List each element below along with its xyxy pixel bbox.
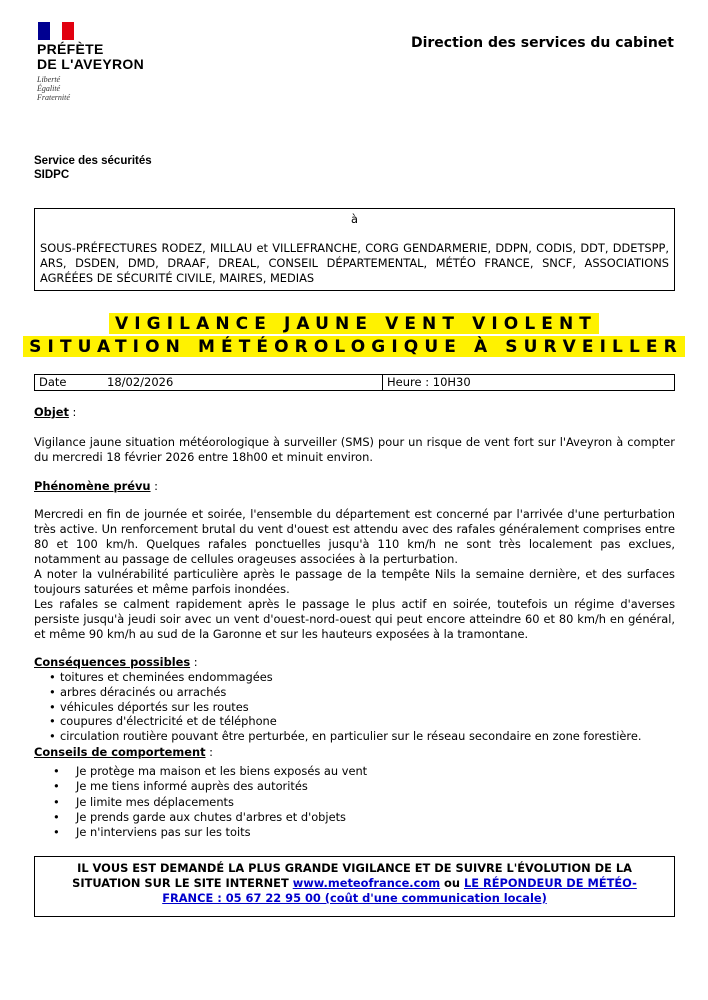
vigilance-title-text2: SITUATION MÉTÉOROLOGIQUE À SURVEILLER — [23, 336, 685, 357]
date-table — [34, 374, 675, 391]
bullet-icon: • — [53, 825, 60, 840]
vigilance-title-line2 — [0, 336, 708, 358]
motto-egalite: Égalité — [37, 84, 61, 93]
meteofrance-link[interactable]: www.meteofrance.com — [292, 876, 441, 890]
logo-motto — [37, 75, 167, 102]
bullet-icon: • — [53, 764, 60, 778]
logo-title-line2: DE L'AVEYRON — [37, 56, 145, 72]
objet-text: Vigilance jaune situation météorologique à surveiller (SMS) pour un risque de vent fort sur l'Aveyron à compter du mercredi 18 février 2026 entre 18h00 et minuit environ. — [34, 435, 675, 464]
motto-liberte: Liberté — [37, 75, 61, 84]
prefecture-logo — [37, 22, 167, 102]
footer-text-1: IL VOUS EST DEMANDÉ LA PLUS GRANDE VIGILANCE ET DE SUIVRE L'ÉVOLUTION DE LA SITUATION SUR LE SITE INTERNET — [72, 861, 632, 890]
list-item-text: Je n'interviens pas sur les toits — [76, 825, 251, 840]
phenomene-paragraph-3: Les rafales se calment rapidement après le passage le plus actif en soirée, toutefois un régime d'averses persiste jusqu'à jeudi soir avec un vent d'ouest-nord-ouest qui peut encore atteindre 60 et 80 km/h en général, et même 90 km/h au sud de la Garonne et sur les hauteurs exposées à la tramontane. — [34, 597, 675, 641]
list-item-text: Je prends garde aux chutes d'arbres et d'objets — [76, 809, 346, 824]
phenomene-paragraph-1: Mercredi en fin de journée et soirée, l'ensemble du département est concerné par l'arrivée d'une perturbation très active. Un renforcement brutal du vent d'ouest est attendu avec des rafales généralement comprises entre 80 et 100 km/h. Quelques rafales ponctuelles jusqu'à 110 km/h ne sont très localement pas exclues, notamment au passage de cellules orageuses associées à la perturbation. — [34, 507, 675, 566]
list-item — [34, 810, 675, 825]
consequences-list — [34, 670, 675, 744]
consequences-colon: : — [190, 655, 198, 669]
conseils-colon: : — [205, 745, 214, 759]
bullet-icon: • — [53, 794, 60, 809]
list-item — [34, 825, 675, 840]
logo-title-line1: PRÉFÈTE — [37, 41, 104, 57]
date-table-divider — [382, 375, 383, 390]
phenomene-heading — [34, 479, 675, 494]
direction-heading: Direction des services du cabinet — [410, 35, 674, 51]
time-value: Heure : 10H30 — [387, 375, 471, 389]
list-item-text: Je me tiens informé auprès des autorités — [76, 779, 308, 794]
footer-notice-box — [34, 856, 675, 917]
bullet-icon: • — [49, 714, 56, 729]
list-item — [34, 729, 675, 744]
bullet-icon: • — [49, 699, 56, 714]
list-item — [34, 764, 675, 779]
conseils-label: Conseils de comportement — [34, 745, 206, 759]
list-item-text: arbres déracinés ou arrachés — [60, 684, 227, 699]
recipients-box — [34, 208, 675, 291]
list-item — [34, 714, 675, 729]
conseils-heading — [34, 745, 675, 760]
service-block — [34, 154, 152, 182]
date-value: 18/02/2026 — [107, 375, 174, 389]
bullet-icon: • — [53, 809, 60, 824]
vigilance-title-line1 — [0, 313, 708, 335]
bullet-icon: • — [49, 729, 56, 744]
recipients-to: à — [351, 212, 358, 226]
bullet-icon: • — [49, 670, 56, 684]
bullet-icon: • — [53, 779, 60, 794]
phenomene-paragraph-2: A noter la vulnérabilité particulière après le passage de la tempête Nils la semaine dernière, et des surfaces toujours saturées et même parfois inondées. — [34, 567, 675, 596]
list-item — [34, 685, 675, 700]
vigilance-title-text1: VIGILANCE JAUNE VENT VIOLENT — [109, 313, 599, 334]
motto-fraternite: Fraternité — [37, 93, 70, 102]
list-item-text: véhicules déportés sur les routes — [60, 699, 249, 714]
list-item — [34, 795, 675, 810]
recipients-list: SOUS-PRÉFECTURES RODEZ, MILLAU et VILLEFRANCHE, CORG GENDARMERIE, DDPN, CODIS, DDT, DDETSPP, ARS, DSDEN, DMD, DRAAF, DREAL, CONSEIL DÉPARTEMENTAL, MÉTÉO FRANCE, SNCF, ASSOCIATIONS AGRÉÉES DE SÉCURITÉ CIVILE, MAIRES, MEDIAS — [40, 241, 669, 285]
list-item-text: coupures d'électricité et de téléphone — [60, 714, 277, 729]
list-item-text: toitures et cheminées endommagées — [60, 670, 273, 684]
list-item — [34, 670, 675, 685]
phenomene-colon: : — [150, 479, 159, 493]
service-name: Service des sécurités — [34, 155, 152, 167]
list-item — [34, 700, 675, 715]
objet-label: Objet — [34, 405, 69, 419]
objet-colon: : — [68, 405, 77, 419]
list-item-text: circulation routière pouvant être perturbée, en particulier sur le réseau secondaire en zone forestière. — [60, 729, 642, 744]
bullet-icon: • — [49, 684, 56, 699]
repondeur-link[interactable]: LE RÉPONDEUR DE MÉTÉO-FRANCE : 05 67 22 95 00 (coût d'une communication locale) — [162, 876, 637, 905]
list-item — [34, 779, 675, 794]
date-label: Date — [39, 375, 67, 389]
french-flag-icon — [38, 22, 74, 40]
footer-text-2: ou — [440, 876, 464, 890]
service-code: SIDPC — [34, 169, 70, 181]
consequences-label: Conséquences possibles — [34, 655, 191, 669]
phenomene-label: Phénomène prévu — [34, 479, 151, 493]
list-item-text: Je limite mes déplacements — [76, 794, 234, 809]
phenomene-text — [34, 507, 675, 642]
consequences-heading — [34, 655, 675, 670]
conseils-list — [34, 764, 675, 840]
objet-heading — [34, 405, 675, 420]
list-item-text: Je protège ma maison et les biens exposés au vent — [76, 764, 368, 778]
